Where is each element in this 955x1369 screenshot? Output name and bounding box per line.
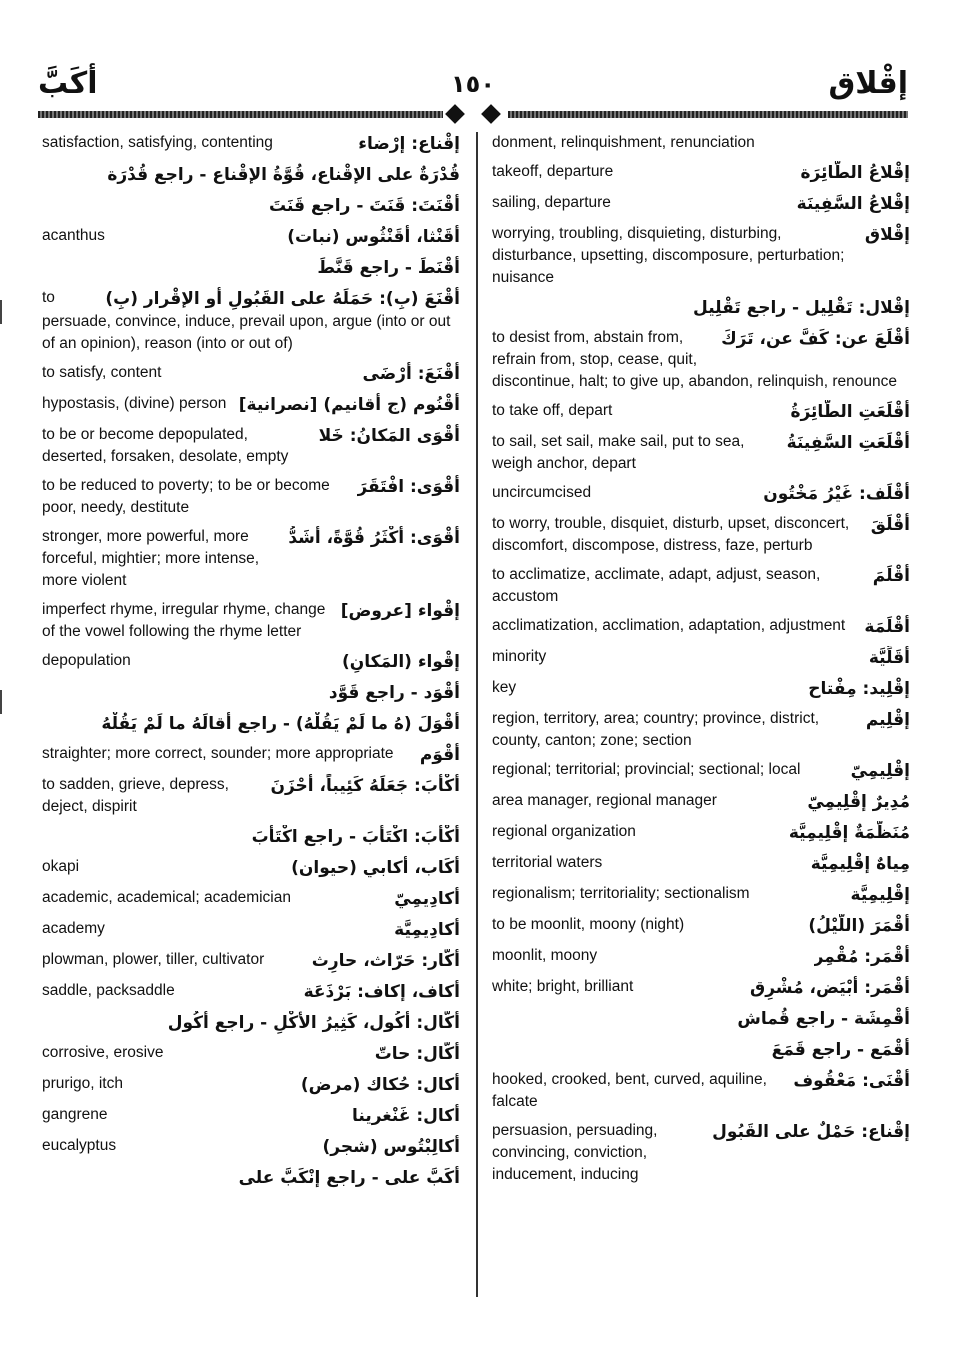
entry-definition: takeoff, departure bbox=[492, 163, 614, 180]
entry-definition: eucalyptus bbox=[42, 1137, 117, 1154]
entry-definition: saddle, packsaddle bbox=[42, 982, 175, 999]
entry-headword: أقْوَى: افْتَقَرَ bbox=[357, 477, 460, 497]
dictionary-entry bbox=[492, 646, 910, 670]
dictionary-entry bbox=[492, 852, 910, 876]
entry-headword: أكالِبْتُوس (شجر) bbox=[322, 1137, 460, 1157]
entry-headword: أقْوَد - راجع قَوَّد bbox=[328, 683, 460, 703]
entry-definition: area manager, regional manager bbox=[492, 792, 717, 809]
entry-definition: to take off, depart bbox=[492, 402, 613, 419]
entry-headword: أكادِيمِيَّة bbox=[394, 920, 460, 940]
dictionary-entry bbox=[492, 945, 910, 969]
dictionary-entry bbox=[492, 790, 910, 814]
entry-headword: مُدِيرٌ إقْلِيمِيّ bbox=[807, 792, 910, 812]
dictionary-entry bbox=[492, 1120, 910, 1186]
entry-definition: depopulation bbox=[42, 652, 131, 669]
entry-headword: أكال: غَنْغرينا bbox=[352, 1106, 460, 1126]
right-column bbox=[492, 132, 910, 1193]
dictionary-entry bbox=[492, 708, 910, 752]
entry-headword: إقْلِيد: مِفْتاح bbox=[808, 679, 910, 699]
dictionary-entry bbox=[492, 1069, 910, 1113]
dictionary-entry bbox=[42, 918, 460, 942]
dictionary-entry bbox=[42, 287, 460, 355]
entry-headword: إقْواء [عروض] bbox=[340, 601, 460, 621]
dictionary-entry bbox=[42, 194, 460, 218]
entry-headword: أكْأبَ: اكْتَأبَ - راجع اكْتَأبَ bbox=[251, 827, 460, 847]
entry-headword: أكادِيمِيّ bbox=[394, 889, 460, 909]
entry-definition: acanthus bbox=[42, 227, 105, 244]
header-rule-right bbox=[508, 111, 908, 118]
entry-headword: أقْنَعَ (بِ): حَمَلَهُ على القَبُولِ أو الإقْرار (بِ) bbox=[105, 289, 460, 309]
entry-definition: to satisfy, content bbox=[42, 364, 162, 381]
entry-headword: أقْنَتَ: قَنَتَ - راجع قَنَتَ bbox=[268, 196, 460, 216]
binding-mark bbox=[0, 690, 2, 714]
header-diamond-left bbox=[445, 104, 465, 124]
entry-definition: hypostasis, (divine) person bbox=[42, 395, 227, 412]
entry-definition: to acclimatize, acclimate, adapt, adjust, season, accustom bbox=[492, 566, 821, 605]
entry-definition: region, territory, area; country; province, district, county, canton; zone; section bbox=[492, 710, 820, 749]
dictionary-entry bbox=[492, 296, 910, 320]
entry-headword: أقْوَى: أكْثَرُ قُوَّةً، أشَدُّ bbox=[288, 528, 460, 548]
entry-definition: key bbox=[492, 679, 517, 696]
entry-definition: regional; territorial; provincial; sectional; local bbox=[492, 761, 801, 778]
dictionary-entry bbox=[492, 482, 910, 506]
entry-definition: gangrene bbox=[42, 1106, 108, 1123]
dictionary-entry bbox=[42, 825, 460, 849]
dictionary-entry bbox=[492, 327, 910, 393]
entry-definition: regionalism; territoriality; sectionalism bbox=[492, 885, 750, 902]
entry-definition: to be or become depopulated, deserted, forsaken, desolate, empty bbox=[42, 426, 289, 465]
dictionary-entry bbox=[42, 949, 460, 973]
dictionary-entry bbox=[492, 431, 910, 475]
entry-definition: acclimatization, acclimation, adaptation, adjustment bbox=[492, 617, 846, 634]
dictionary-entry bbox=[42, 163, 460, 187]
entry-definition: regional organization bbox=[492, 823, 636, 840]
entry-headword: أقْلَعَتِ الطّائِرَةُ bbox=[790, 402, 910, 422]
entry-headword: مُنَظَّمَةٌ إقْلِيمِيَّة bbox=[788, 823, 910, 843]
entry-headword: أقْلَقَ bbox=[870, 515, 910, 535]
header-rule bbox=[38, 104, 908, 126]
entry-headword: أقْمَر: مُقْمِر bbox=[813, 947, 910, 967]
dictionary-entry bbox=[492, 821, 910, 845]
dictionary-entry bbox=[42, 1166, 460, 1190]
entry-headword: إقْناع: إرْضاء bbox=[358, 134, 460, 154]
entry-headword: أقْوَم bbox=[419, 745, 460, 765]
entry-headword: قُدْرَةٌ على الإقْناع، قُوَّةُ الإقْناع - راجع قُدْرَة bbox=[107, 165, 460, 185]
dictionary-entry bbox=[42, 424, 460, 468]
entry-headword: أقْمِشَة - راجع قُماش bbox=[737, 1009, 910, 1029]
entry-definition: to be moonlit, moony (night) bbox=[492, 916, 685, 933]
entry-headword: أكْأبَ: جَعَلَهُ كَئِيباً، أحْزَنَ bbox=[270, 776, 460, 796]
entry-definition: plowman, plower, tiller, cultivator bbox=[42, 951, 265, 968]
dictionary-entry bbox=[42, 1104, 460, 1128]
entry-definition: academic, academical; academician bbox=[42, 889, 291, 906]
entry-definition: sailing, departure bbox=[492, 194, 611, 211]
entry-headword: أكّال: أكُول، كَثِيرُ الأكْلِ - راجع أكُول bbox=[167, 1013, 460, 1033]
dictionary-entry bbox=[492, 513, 910, 557]
dictionary-entry bbox=[492, 1038, 910, 1062]
dictionary-entry bbox=[42, 712, 460, 736]
dictionary-entry bbox=[42, 225, 460, 249]
entry-definition: imperfect rhyme, irregular rhyme, change of the vowel following the rhyme letter bbox=[42, 601, 326, 640]
entry-definition: corrosive, erosive bbox=[42, 1044, 164, 1061]
entry-headword: إقْلِيم bbox=[865, 710, 910, 730]
entry-definition: uncircumcised bbox=[492, 484, 592, 501]
header-right-word: إقْلاق bbox=[828, 66, 908, 101]
entry-definition: moonlit, moony bbox=[492, 947, 598, 964]
dictionary-entry bbox=[492, 615, 910, 639]
entry-definition: satisfaction, satisfying, contenting bbox=[42, 134, 273, 151]
header-left-word: أكَبَّ bbox=[38, 66, 98, 101]
entry-headword: مِياهٌ إقْلِيمِيَّة bbox=[810, 854, 910, 874]
header-diamond-right bbox=[481, 104, 501, 124]
dictionary-entry bbox=[42, 1073, 460, 1097]
entry-headword: أقْمَرَ (اللَّيْلُ) bbox=[808, 916, 910, 936]
entry-definition: to be reduced to poverty; to be or become poor, needy, destitute bbox=[42, 477, 330, 516]
entry-definition: to worry, trouble, disquiet, disturb, upset, disconcert, discomfort, discompose, distress, faze, perturb bbox=[492, 515, 850, 554]
entry-definition: prurigo, itch bbox=[42, 1075, 123, 1092]
entry-definition: okapi bbox=[42, 858, 80, 875]
dictionary-entry bbox=[42, 1135, 460, 1159]
entry-definition: persuasion, persuading, convincing, conviction, inducement, inducing bbox=[492, 1122, 658, 1183]
entry-definition: to desist from, abstain from, refrain from, stop, cease, quit, discontinue, halt; to give up, abandon, relinquish, renounce bbox=[492, 329, 898, 390]
dictionary-entry bbox=[42, 599, 460, 643]
dictionary-entry bbox=[42, 1042, 460, 1066]
dictionary-entry bbox=[492, 976, 910, 1000]
entry-definition: to persuade, convince, induce, prevail upon, argue (into or out of an opinion), reason (into or out of) bbox=[42, 289, 451, 352]
dictionary-entry bbox=[42, 132, 460, 156]
entry-definition: territorial waters bbox=[492, 854, 603, 871]
dictionary-entry bbox=[492, 161, 910, 185]
entry-definition: to sadden, grieve, depress, deject, dispirit bbox=[42, 776, 229, 815]
entry-headword: أكّال: حاتّ bbox=[374, 1044, 460, 1064]
dictionary-entry bbox=[42, 393, 460, 417]
binding-mark bbox=[0, 300, 2, 324]
entry-headword: إقْناع: حَمْلٌ على القَبُول bbox=[712, 1122, 910, 1142]
dictionary-entry bbox=[492, 132, 910, 154]
dictionary-entry bbox=[42, 980, 460, 1004]
dictionary-entry bbox=[492, 400, 910, 424]
entry-headword: إقْلِيمِيّ bbox=[850, 761, 910, 781]
entry-headword: أقْلَعَ عن: كَفَّ عن، تَرَكَ bbox=[721, 329, 910, 349]
entry-headword: أكال: حُكاك (مرض) bbox=[300, 1075, 460, 1095]
entry-headword: أقْمَر: أبْيَض، مُشْرِق bbox=[750, 978, 910, 998]
entry-headword: إقْلاعُ السَّفِينَة bbox=[796, 194, 910, 214]
left-column bbox=[42, 132, 460, 1197]
dictionary-entry bbox=[42, 475, 460, 519]
entry-definition: academy bbox=[42, 920, 105, 937]
header-rule-left bbox=[38, 111, 443, 118]
entry-headword: إقْلِيمِيَّة bbox=[850, 885, 910, 905]
entry-headword: أكَبَّ على - راجع إنْكَبَّ على bbox=[238, 1168, 460, 1188]
dictionary-entry bbox=[492, 914, 910, 938]
dictionary-entry bbox=[42, 256, 460, 280]
entry-headword: أقْنَى: مَعْقُوف bbox=[793, 1071, 910, 1091]
dictionary-entry bbox=[42, 650, 460, 674]
entry-headword: أقْنَعَ: أرْضَى bbox=[362, 364, 460, 384]
dictionary-entry bbox=[492, 192, 910, 216]
entry-headword: أقَنْثا، أقَنْثُوس (نبات) bbox=[287, 227, 460, 247]
dictionary-entry bbox=[42, 856, 460, 880]
entry-headword: أقْلَف: غَيْرُ مَخْتُون bbox=[763, 484, 910, 504]
entry-headword: إقْلال: تَقْلِيل - راجع تَقْلِيل bbox=[693, 298, 910, 318]
entry-headword: إقْلاق bbox=[864, 225, 910, 245]
dictionary-entry bbox=[42, 774, 460, 818]
entry-headword: أقْلَعَتِ السَّفِينَةُ bbox=[786, 433, 910, 453]
entry-definition: donment, relinquishment, renunciation bbox=[492, 134, 755, 151]
dictionary-entry bbox=[42, 743, 460, 767]
dictionary-entry bbox=[42, 1011, 460, 1035]
entry-headword: أكّار: حَرّاث، حارِث bbox=[311, 951, 460, 971]
entry-headword: أقْنَطَ - راجع قَنَّطَ bbox=[317, 258, 460, 278]
dictionary-entry bbox=[492, 223, 910, 289]
entry-headword: أقْلَمَة bbox=[864, 617, 910, 637]
dictionary-entry bbox=[42, 526, 460, 592]
page-header bbox=[38, 68, 908, 100]
entry-definition: hooked, crooked, bent, curved, aquiline, falcate bbox=[492, 1071, 767, 1110]
entry-definition: straighter; more correct, sounder; more appropriate bbox=[42, 745, 394, 762]
entry-definition: to sail, set sail, make sail, put to sea, weigh anchor, depart bbox=[492, 433, 745, 472]
dictionary-entry bbox=[492, 677, 910, 701]
entry-headword: إقْلاعُ الطّائِرَة bbox=[800, 163, 910, 183]
entry-headword: أكاف، إكاف: بَرْذَعَة bbox=[303, 982, 460, 1002]
dictionary-entry bbox=[492, 564, 910, 608]
dictionary-entry bbox=[42, 887, 460, 911]
entry-headword: أقْمَع - راجع قَمَعَ bbox=[771, 1040, 910, 1060]
entry-definition: white; bright, brilliant bbox=[492, 978, 634, 995]
entry-definition: stronger, more powerful, more forceful, mightier; more intense, more violent bbox=[42, 528, 260, 589]
entry-headword: أقْوَلَ (هُ ما لَمْ يَقُلْهُ) - راجع أقالَهُ ما لَمْ يَقُلْهُ bbox=[101, 714, 460, 734]
entry-headword: أقْوَى المَكانُ: خَلا bbox=[318, 426, 460, 446]
entry-definition: worrying, troubling, disquieting, disturbing, disturbance, upsetting, discomposure, perturbation; nuisance bbox=[492, 225, 845, 286]
entry-headword: أقْلَمَ bbox=[872, 566, 910, 586]
dictionary-entry bbox=[492, 759, 910, 783]
dictionary-entry bbox=[492, 883, 910, 907]
entry-headword: أقَلِّيَّة bbox=[868, 648, 910, 668]
dictionary-entry bbox=[42, 362, 460, 386]
entry-definition: minority bbox=[492, 648, 547, 665]
dictionary-entry bbox=[42, 681, 460, 705]
entry-headword: إقْواء (المَكانِ) bbox=[342, 652, 460, 672]
column-divider bbox=[476, 132, 478, 1297]
page-number: ١٥٠ bbox=[451, 70, 495, 98]
dictionary-entry bbox=[492, 1007, 910, 1031]
entry-headword: أُقْنُوم (ج أقانيم) [نصرانية] bbox=[238, 395, 460, 415]
entry-headword: أكَاب، أكابي (حيوان) bbox=[291, 858, 460, 878]
